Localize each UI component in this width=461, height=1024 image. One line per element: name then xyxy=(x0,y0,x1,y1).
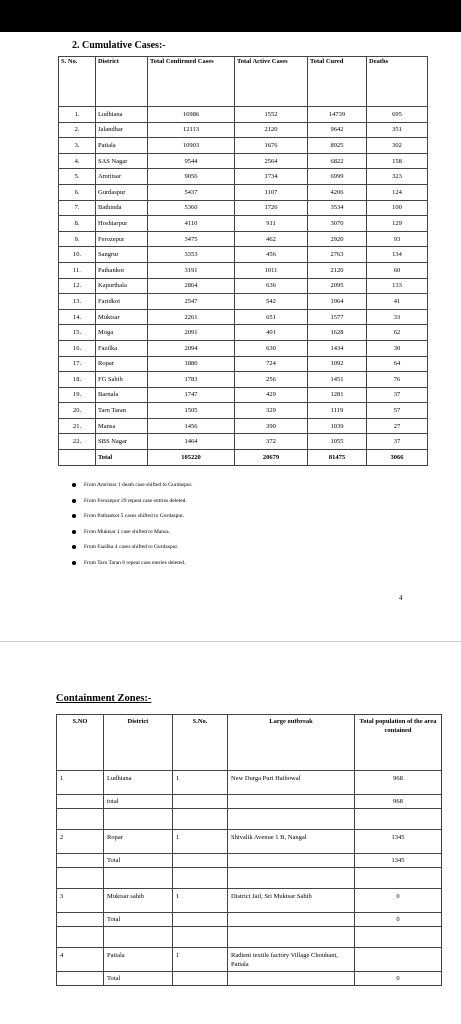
column-header: S.NO xyxy=(57,715,104,771)
bullet-icon xyxy=(72,514,76,518)
table-cell: 3191 xyxy=(148,262,235,278)
table-cell: 1783 xyxy=(148,372,235,388)
table-row xyxy=(59,340,428,356)
table-cell xyxy=(355,868,442,889)
zone-spacer-row xyxy=(57,927,442,948)
table-cell: Moga xyxy=(96,325,148,341)
zones-header-row xyxy=(57,715,442,771)
table-cell xyxy=(228,868,355,889)
table-row xyxy=(59,247,428,263)
table-cell: SAS Nagar xyxy=(96,153,148,169)
zone-total-row xyxy=(57,972,442,986)
note-item xyxy=(72,560,192,576)
zone-population: 968 xyxy=(355,771,442,795)
note-text: From Muktsar 1 case shifted to Mansa. xyxy=(84,528,170,535)
table-cell: Ludhiana xyxy=(96,107,148,123)
table-row xyxy=(59,184,428,200)
zone-total-label: Total xyxy=(104,913,173,927)
table-cell: 27 xyxy=(367,418,428,434)
table-cell: 19. xyxy=(59,387,96,403)
table-cell: 1456 xyxy=(148,418,235,434)
zone-outbreak: New Durga Puri Haibowal xyxy=(228,771,355,795)
table-row xyxy=(59,356,428,372)
table-cell: 1451 xyxy=(308,372,367,388)
bullet-icon xyxy=(72,545,76,549)
table-cell xyxy=(59,450,96,466)
table-cell: 1092 xyxy=(308,356,367,372)
table-cell: 10903 xyxy=(148,138,235,154)
table-cell: 62 xyxy=(367,325,428,341)
table-row xyxy=(59,309,428,325)
table-cell: 2261 xyxy=(148,309,235,325)
table-cell: 16. xyxy=(59,340,96,356)
table-cell xyxy=(173,913,228,927)
zone-spacer-row xyxy=(57,868,442,889)
zone-sno: 4 xyxy=(57,948,104,972)
table-cell: 323 xyxy=(367,169,428,185)
zone-spacer-row xyxy=(57,809,442,830)
zone-sno: 1 xyxy=(57,771,104,795)
zone-sub-sno: 1 xyxy=(173,948,228,972)
table-cell: 18. xyxy=(59,372,96,388)
table-cell: 695 xyxy=(367,107,428,123)
table-cell: 3475 xyxy=(148,231,235,247)
table-cell: 3. xyxy=(59,138,96,154)
table-cell xyxy=(228,795,355,809)
note-text: From Amritsar 1 death case shifted to Gurdaspur. xyxy=(84,482,193,488)
zone-outbreak: Shivalik Avenue 1 B, Nangal xyxy=(228,830,355,854)
table-cell: 2120 xyxy=(235,122,308,138)
zone-total-value: 0 xyxy=(355,972,442,986)
table-cell: 37 xyxy=(367,434,428,450)
table-cell xyxy=(173,795,228,809)
table-cell: 1552 xyxy=(235,107,308,123)
table-row xyxy=(59,231,428,247)
table-cell: 9544 xyxy=(148,153,235,169)
table-cell: 3070 xyxy=(308,216,367,232)
table-row xyxy=(59,262,428,278)
table-cell: 302 xyxy=(367,138,428,154)
table-cell: 5360 xyxy=(148,200,235,216)
column-header: S. No. xyxy=(59,57,96,107)
table-cell: 10. xyxy=(59,247,96,263)
table-cell: 9. xyxy=(59,231,96,247)
table-cell: 401 xyxy=(235,325,308,341)
note-item xyxy=(72,529,192,545)
column-header: Total Confirmed Cases xyxy=(148,57,235,107)
zone-sno: 2 xyxy=(57,830,104,854)
column-header: Total Active Cases xyxy=(235,57,308,107)
table-cell: 2094 xyxy=(148,340,235,356)
table-cell: 724 xyxy=(235,356,308,372)
zone-total-label: Total xyxy=(104,972,173,986)
top-black-bar xyxy=(0,0,461,32)
note-item xyxy=(72,498,192,514)
table-cell: 134 xyxy=(367,247,428,263)
total-cell: 3066 xyxy=(367,450,428,466)
table-cell: 12113 xyxy=(148,122,235,138)
zone-district: Muktsar sahib xyxy=(104,889,173,913)
table-cell xyxy=(228,913,355,927)
zone-outbreak: District Jail, Sri Muktsar Sahib xyxy=(228,889,355,913)
table-cell: 41 xyxy=(367,294,428,310)
zone-sub-sno: 1 xyxy=(173,771,228,795)
table-row xyxy=(59,153,428,169)
table-cell: Ropar xyxy=(96,356,148,372)
zone-total-row xyxy=(57,795,442,809)
table-cell: 2864 xyxy=(148,278,235,294)
zone-row xyxy=(57,771,442,795)
zone-sub-sno: 1 xyxy=(173,889,228,913)
table-cell: 1011 xyxy=(235,262,308,278)
table-cell: 158 xyxy=(367,153,428,169)
column-header: Total population of the area contained xyxy=(355,715,442,771)
zone-total-label: Total xyxy=(104,854,173,868)
zone-district: Patiala xyxy=(104,948,173,972)
table-cell: 2095 xyxy=(308,278,367,294)
table-cell: Ferozepur xyxy=(96,231,148,247)
table-cell xyxy=(57,809,104,830)
notes-list xyxy=(72,482,192,575)
table-cell: Barnala xyxy=(96,387,148,403)
table-cell: 93 xyxy=(367,231,428,247)
table-row xyxy=(59,294,428,310)
column-header: District xyxy=(104,715,173,771)
total-cell: 81475 xyxy=(308,450,367,466)
table-cell: 2091 xyxy=(148,325,235,341)
table-cell: 1055 xyxy=(308,434,367,450)
table-cell: 1. xyxy=(59,107,96,123)
containment-zones-table xyxy=(56,714,442,986)
table-cell: SBS Nagar xyxy=(96,434,148,450)
table-row xyxy=(59,107,428,123)
table-cell: 2547 xyxy=(148,294,235,310)
total-cell: 20679 xyxy=(235,450,308,466)
table-cell: 9056 xyxy=(148,169,235,185)
column-header: Total Cured xyxy=(308,57,367,107)
table-cell xyxy=(57,854,104,868)
table-cell: 1577 xyxy=(308,309,367,325)
table-cell: 6999 xyxy=(308,169,367,185)
table-cell: 8. xyxy=(59,216,96,232)
table-cell: 11. xyxy=(59,262,96,278)
table-cell: 60 xyxy=(367,262,428,278)
table-cell: 256 xyxy=(235,372,308,388)
table-row xyxy=(59,325,428,341)
table-cell: 76 xyxy=(367,372,428,388)
table-cell: FG Sahib xyxy=(96,372,148,388)
table-cell: 636 xyxy=(235,278,308,294)
table-cell: Hoshiarpur xyxy=(96,216,148,232)
zone-total-value: 968 xyxy=(355,795,442,809)
table-cell: Bathinda xyxy=(96,200,148,216)
table-cell xyxy=(228,854,355,868)
table-cell: 1880 xyxy=(148,356,235,372)
table-row xyxy=(59,138,428,154)
zone-total-row xyxy=(57,854,442,868)
table-cell: 1747 xyxy=(148,387,235,403)
table-cell xyxy=(57,795,104,809)
table-cell: 30 xyxy=(367,340,428,356)
zone-population: 0 xyxy=(355,889,442,913)
table-cell: 1281 xyxy=(308,387,367,403)
zone-district: Ropar xyxy=(104,830,173,854)
table-cell: 390 xyxy=(235,418,308,434)
table-cell xyxy=(104,868,173,889)
column-header: S.No. xyxy=(173,715,228,771)
table-cell: 33 xyxy=(367,309,428,325)
page-number: 4 xyxy=(399,594,403,602)
note-item xyxy=(72,544,192,560)
table-cell: 12. xyxy=(59,278,96,294)
table-cell: 8925 xyxy=(308,138,367,154)
table-cell xyxy=(173,868,228,889)
table-cell: 372 xyxy=(235,434,308,450)
note-text: From Ferozepur 29 repeat case entries deleted. xyxy=(84,497,187,504)
table-cell: 6. xyxy=(59,184,96,200)
table-cell: 1726 xyxy=(235,200,308,216)
table-row xyxy=(59,403,428,419)
table-cell: 57 xyxy=(367,403,428,419)
table-cell: Pathankot xyxy=(96,262,148,278)
total-cell: Total xyxy=(96,450,148,466)
zone-sno: 3 xyxy=(57,889,104,913)
table-cell: 17. xyxy=(59,356,96,372)
table-cell: 1734 xyxy=(235,169,308,185)
note-text: From Tarn Taran 8 repeat case entries deleted. xyxy=(84,559,186,566)
table-cell: Tarn Taran xyxy=(96,403,148,419)
table-cell xyxy=(355,927,442,948)
table-cell: 1107 xyxy=(235,184,308,200)
table-cell: 462 xyxy=(235,231,308,247)
table-cell: 2120 xyxy=(308,262,367,278)
table-cell: 124 xyxy=(367,184,428,200)
zone-total-label: total xyxy=(104,795,173,809)
table-cell: 1676 xyxy=(235,138,308,154)
table-cell: Amritsar xyxy=(96,169,148,185)
table-cell: 22. xyxy=(59,434,96,450)
table-cell: 100 xyxy=(367,200,428,216)
table-cell: 5437 xyxy=(148,184,235,200)
table-cell: Jalandhar xyxy=(96,122,148,138)
total-row xyxy=(59,450,428,466)
table-cell: 456 xyxy=(235,247,308,263)
table-cell xyxy=(228,972,355,986)
table-cell: 2763 xyxy=(308,247,367,263)
table-cell: 21. xyxy=(59,418,96,434)
zone-total-value: 0 xyxy=(355,913,442,927)
table-cell: 4110 xyxy=(148,216,235,232)
table-cell: 15. xyxy=(59,325,96,341)
table-cell: 14. xyxy=(59,309,96,325)
bullet-icon xyxy=(72,499,76,503)
table-cell xyxy=(173,854,228,868)
table-cell: 2564 xyxy=(235,153,308,169)
table-cell: 1119 xyxy=(308,403,367,419)
table-cell xyxy=(104,809,173,830)
bullet-icon xyxy=(72,561,76,565)
table-row xyxy=(59,418,428,434)
table-cell: 911 xyxy=(235,216,308,232)
table-cell xyxy=(173,927,228,948)
table-cell: Kapurthala xyxy=(96,278,148,294)
table-cell xyxy=(173,972,228,986)
table-cell xyxy=(355,809,442,830)
document-page-2 xyxy=(0,642,461,1024)
bullet-icon xyxy=(72,483,76,487)
table-cell: 129 xyxy=(367,216,428,232)
zone-row xyxy=(57,948,442,972)
table-cell xyxy=(104,927,173,948)
table-cell xyxy=(228,927,355,948)
table-cell: Muktsar xyxy=(96,309,148,325)
table-row xyxy=(59,169,428,185)
table-row xyxy=(59,372,428,388)
table-cell xyxy=(57,927,104,948)
column-header: Deaths xyxy=(367,57,428,107)
table-cell: 64 xyxy=(367,356,428,372)
table-cell xyxy=(57,913,104,927)
column-header: District xyxy=(96,57,148,107)
table-cell: Mansa xyxy=(96,418,148,434)
table-cell xyxy=(57,868,104,889)
table-cell: 2920 xyxy=(308,231,367,247)
table-cell: 20. xyxy=(59,403,96,419)
table-cell: 1464 xyxy=(148,434,235,450)
zone-total-value: 1345 xyxy=(355,854,442,868)
table-cell: 4206 xyxy=(308,184,367,200)
table-cell: 1039 xyxy=(308,418,367,434)
note-text: From Fazilka 4 cases shifted to Gurdaspur. xyxy=(84,544,179,550)
table-header-row xyxy=(59,57,428,107)
table-cell: Faridkot xyxy=(96,294,148,310)
table-cell: 351 xyxy=(367,122,428,138)
table-cell: 651 xyxy=(235,309,308,325)
table-cell: 542 xyxy=(235,294,308,310)
table-cell xyxy=(228,809,355,830)
total-cell: 105220 xyxy=(148,450,235,466)
table-cell: 3353 xyxy=(148,247,235,263)
table-cell: 1628 xyxy=(308,325,367,341)
zone-population xyxy=(355,948,442,972)
table-cell: 630 xyxy=(235,340,308,356)
table-cell: 1964 xyxy=(308,294,367,310)
section-title: 2. Cumulative Cases:- xyxy=(72,40,166,51)
table-cell: 16986 xyxy=(148,107,235,123)
cumulative-cases-table xyxy=(58,56,428,466)
table-cell: 9642 xyxy=(308,122,367,138)
table-cell: 2. xyxy=(59,122,96,138)
zone-outbreak: Radient textile factory Village Chouhant, Patiala xyxy=(228,948,355,972)
table-cell: Fazilka xyxy=(96,340,148,356)
document-page xyxy=(0,32,461,642)
table-cell: 13. xyxy=(59,294,96,310)
table-cell: Gurdaspur xyxy=(96,184,148,200)
table-cell: 3534 xyxy=(308,200,367,216)
note-item xyxy=(72,513,192,529)
table-row xyxy=(59,387,428,403)
note-text: From Pathankot 5 cases shifted to Gurdaspur. xyxy=(84,513,185,519)
table-cell: 1505 xyxy=(148,403,235,419)
table-cell xyxy=(173,809,228,830)
table-cell: Patiala xyxy=(96,138,148,154)
table-row xyxy=(59,200,428,216)
table-cell: 5. xyxy=(59,169,96,185)
table-cell: 429 xyxy=(235,387,308,403)
zone-population: 1345 xyxy=(355,830,442,854)
table-cell: 133 xyxy=(367,278,428,294)
table-cell: 1434 xyxy=(308,340,367,356)
table-cell: 329 xyxy=(235,403,308,419)
table-cell: Sangrur xyxy=(96,247,148,263)
zone-sub-sno: 1 xyxy=(173,830,228,854)
note-item xyxy=(72,482,192,498)
column-header: Large outbreak xyxy=(228,715,355,771)
zone-district: Ludhiana xyxy=(104,771,173,795)
zone-row xyxy=(57,830,442,854)
table-cell: 37 xyxy=(367,387,428,403)
table-cell: 4. xyxy=(59,153,96,169)
zone-total-row xyxy=(57,913,442,927)
table-cell xyxy=(57,972,104,986)
bullet-icon xyxy=(72,530,76,534)
containment-title: Containment Zones:- xyxy=(56,693,152,704)
table-row xyxy=(59,434,428,450)
table-cell: 6822 xyxy=(308,153,367,169)
table-row xyxy=(59,216,428,232)
table-row xyxy=(59,278,428,294)
table-row xyxy=(59,122,428,138)
zone-row xyxy=(57,889,442,913)
table-cell: 7. xyxy=(59,200,96,216)
table-cell: 14739 xyxy=(308,107,367,123)
